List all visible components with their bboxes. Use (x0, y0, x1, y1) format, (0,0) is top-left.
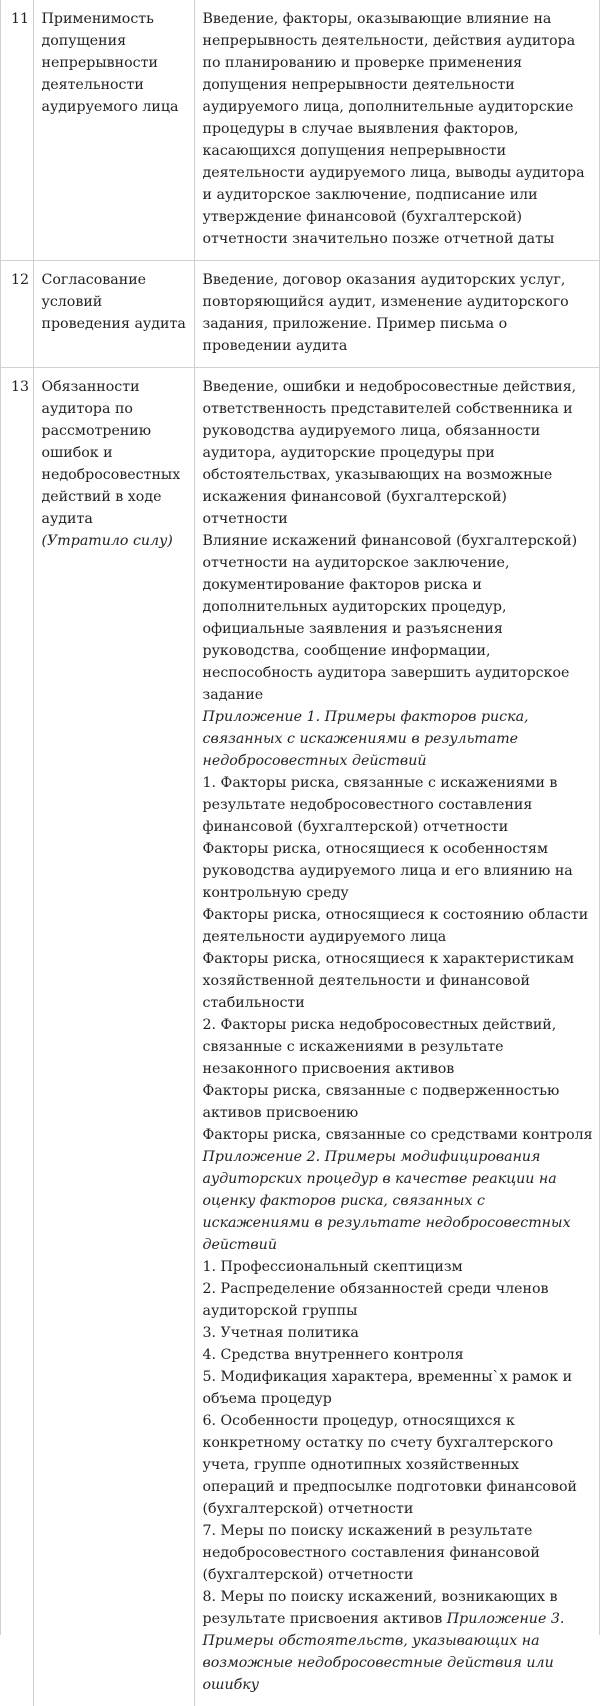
list-item: 1. Факторы риска, связанные с искажениями в результате недобросовестного составления финансовой (бухгалтерской) отчетности (203, 772, 596, 838)
list-item: Факторы риска, связанные с подверженностью активов присвоению (203, 1080, 596, 1124)
list-item: 6. Особенности процедур, относящихся к конкретному остатку по счету бухгалтерского учета, группе однотипных хозяйственных операций и предпосылке подготовки финансовой (бухгалтерской) отчетности (203, 1410, 596, 1520)
status-note: (Утратило силу) (42, 530, 188, 552)
list-item: 3. Учетная политика (203, 1322, 596, 1344)
row-content (194, 368, 600, 1706)
row-title-cell (33, 368, 194, 1706)
list-item: 7. Меры по поиску искажений в результате недобросовестного составления финансовой (бухгалтерской) отчетности (203, 1520, 596, 1586)
list-item: Факторы риска, связанные со средствами контроля (203, 1124, 596, 1146)
list-item: Факторы риска, относящиеся к особенностям руководства аудируемого лица и его влиянию на контрольную среду (203, 838, 596, 904)
appendix-3-title: Приложение 3. Примеры обстоятельств, указывающих на возможные недобросовестные действия или ошибку (203, 1611, 565, 1693)
appendix-1-title: Приложение 1. Примеры факторов риска, связанных с искажениями в результате недобросовестных действий (203, 706, 596, 772)
row-number: 11 (1, 0, 33, 261)
row-number: 13 (1, 368, 33, 1706)
row-number: 12 (1, 261, 33, 368)
list-item: Факторы риска, относящиеся к состоянию области деятельности аудируемого лица (203, 904, 596, 948)
list-item: Факторы риска, относящиеся к характеристикам хозяйственной деятельности и финансовой стабильности (203, 948, 596, 1014)
table-row (1, 0, 600, 261)
row-title: Обязанности аудитора по рассмотрению ошибок и недобросовестных действий в ходе аудита (42, 376, 188, 530)
intro-paragraph: Введение, ошибки и недобросовестные действия, ответственность представителей собственника и руководства аудируемого лица, обязанности аудитора, аудиторские процедуры при обстоятельствах, указывающих на возможные искажения финансовой (бухгалтерской) отчетности (203, 376, 596, 530)
list-item: 4. Средства внутреннего контроля (203, 1344, 596, 1366)
row-title: Применимость допущения непрерывности деятельности аудируемого лица (33, 0, 194, 261)
standards-table (1, 0, 600, 1706)
intro-paragraph-2: Влияние искажений финансовой (бухгалтерской) отчетности на аудиторское заключение, документирование факторов риска и дополнительных аудиторских процедур, официальные заявления и разъяснения руководства, сообщение информации, неспособность аудитора завершить аудиторское задание (203, 530, 596, 706)
table-row (1, 261, 600, 368)
appendix-2-title: Приложение 2. Примеры модифицирования аудиторских процедур в качестве реакции на оценку факторов риска, связанных с искажениями в результате недобросовестных действий (203, 1146, 596, 1256)
list-item: 2. Распределение обязанностей среди членов аудиторской группы (203, 1278, 596, 1322)
list-item-text: 8. Меры по поиску искажений, возникающих в результате присвоения активов (203, 1589, 558, 1627)
row-content: Введение, договор оказания аудиторских услуг, повторяющийся аудит, изменение аудиторского задания, приложение. Пример письма о проведении аудита (194, 261, 600, 368)
list-item: 1. Профессиональный скептицизм (203, 1256, 596, 1278)
last-list-item (203, 1586, 596, 1696)
list-item: 2. Факторы риска недобросовестных действий, связанные с искажениями в результате незаконного присвоения активов (203, 1014, 596, 1080)
list-item: 5. Модификация характера, временны`х рамок и объема процедур (203, 1366, 596, 1410)
row-content: Введение, факторы, оказывающие влияние на непрерывность деятельности, действия аудитора по планированию и проверке применения допущения непрерывности деятельности аудируемого лица, дополнительные аудиторские процедуры в случае выявления факторов, касающихся допущения непрерывности деятельности аудируемого лица, выводы аудитора и аудиторское заключение, подписание или утверждение финансовой (бухгалтерской) отчетности значительно позже отчетной даты (194, 0, 600, 261)
row-title: Согласование условий проведения аудита (33, 261, 194, 368)
table-row (1, 368, 600, 1706)
